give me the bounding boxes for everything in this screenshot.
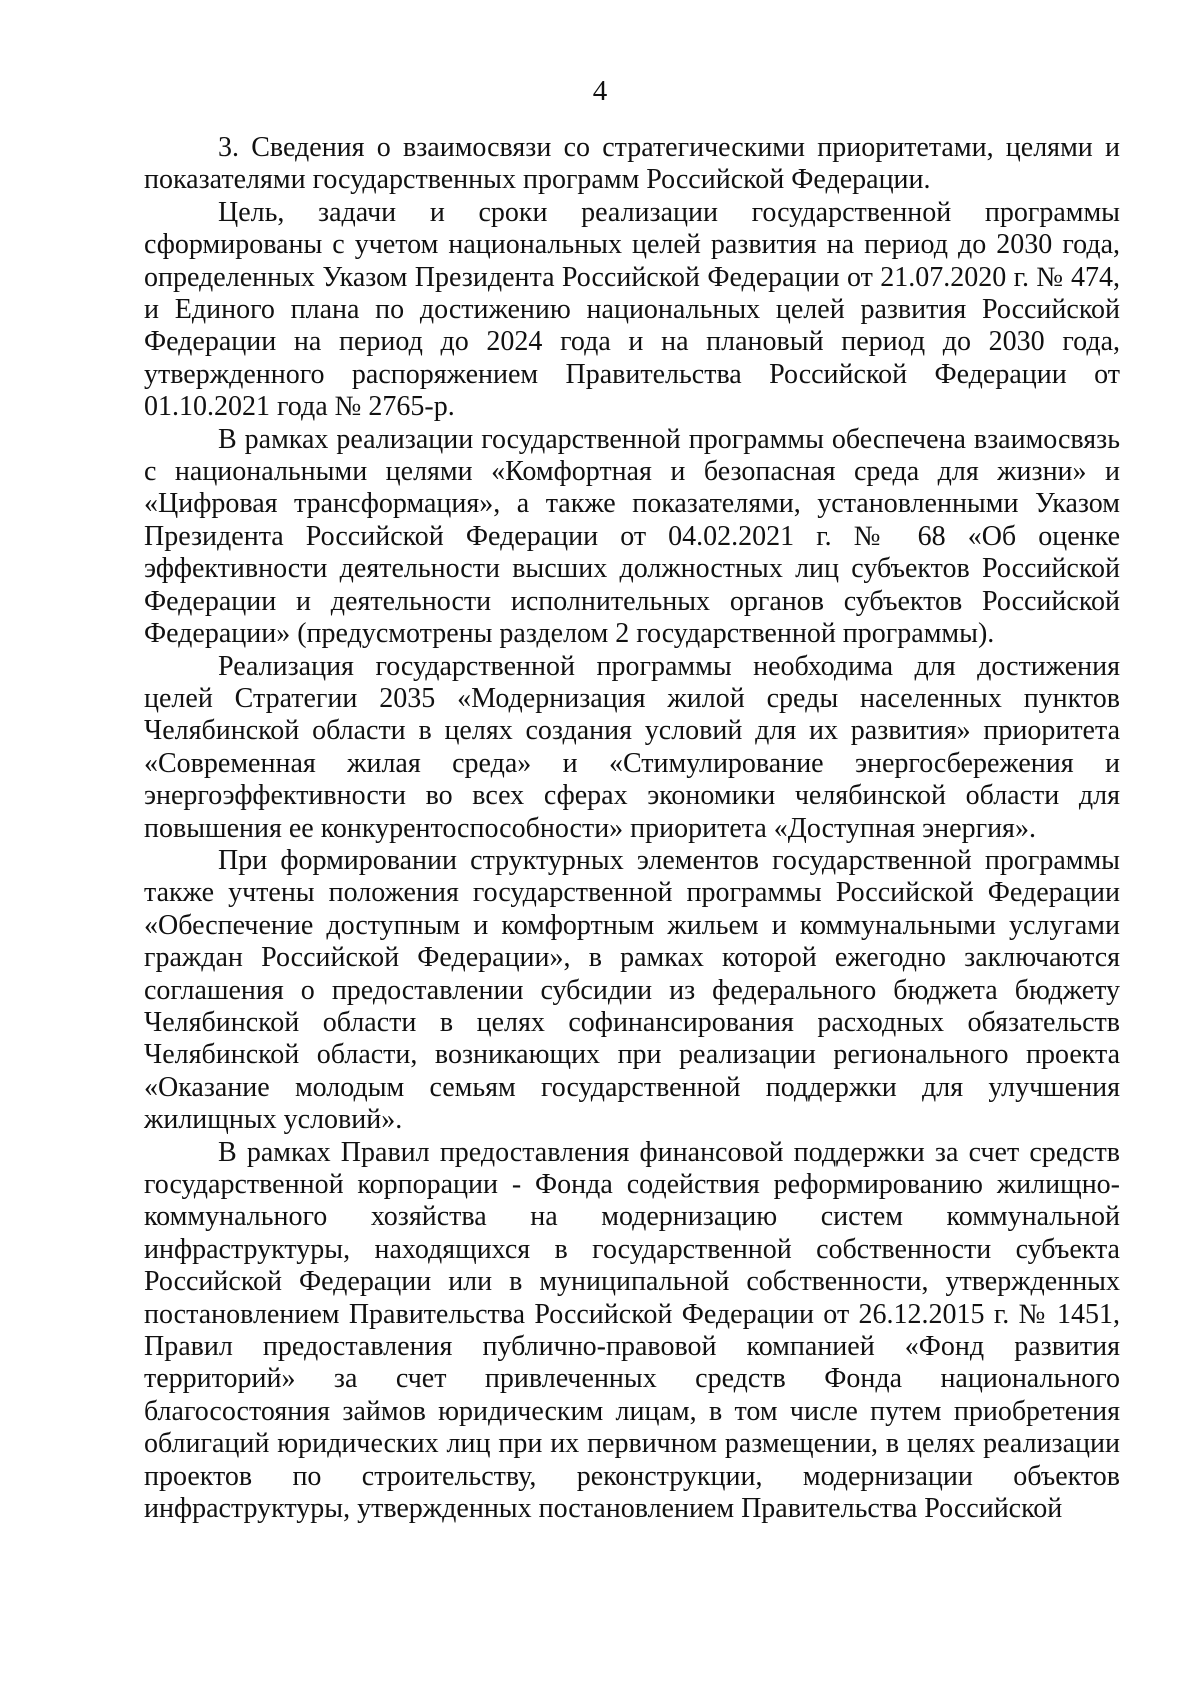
paragraph-structural-elements: При формировании структурных элементов государственной программы также учтены положения государственной программы Российской Федерации «Обеспечение доступным и комфортным жильем и коммунальными услугами граждан Российской Федерации», в рамках которой ежегодно заключаются соглашения о предоставлении субсидии из федерального бюджета бюджету Челябинской области в целях софинансирования расходных обязательств Челябинской области, возникающих при реализации регионального проекта «Оказание молодым семьям государственной поддержки для улучшения жилищных условий». (144, 844, 1120, 1136)
document-body (144, 132, 1120, 1525)
paragraph-strategy-2035: Реализация государственной программы необходима для достижения целей Стратегии 2035 «Модернизация жилой среды населенных пунктов Челябинской области в целях создания условий для их развития» приоритета «Современная жилая среда» и «Стимулирование энергосбережения и энергоэффективности во всех сферах экономики челябинской области для повышения ее конкурентоспособности» приоритета «Доступная энергия». (144, 650, 1120, 844)
paragraph-goals: Цель, задачи и сроки реализации государственной программы сформированы с учетом национальных целей развития на период до 2030 года, определенных Указом Президента Российской Федерации от 21.07.2020 г. № 474, и Единого плана по достижению национальных целей развития Российской Федерации на период до 2024 года и на плановый период до 2030 года, утвержденного распоряжением Правительства Российской Федерации от 01.10.2021 года № 2765-р. (144, 196, 1120, 423)
paragraph-financial-support-rules: В рамках Правил предоставления финансовой поддержки за счет средств государственной корпорации - Фонда содействия реформированию жилищно-коммунального хозяйства на модернизацию систем коммунальной инфраструктуры, находящихся в государственной собственности субъекта Российской Федерации или в муниципальной собственности, утвержденных постановлением Правительства Российской Федерации от 26.12.2015 г. № 1451, Правил предоставления публично-правовой компанией «Фонд развития территорий» за счет привлеченных средств Фонда национального благосостояния займов юридическим лицам, в том числе путем приобретения облигаций юридических лиц при их первичном размещении, в целях реализации проектов по строительству, реконструкции, модернизации объектов инфраструктуры, утвержденных постановлением Правительства Российской (144, 1136, 1120, 1525)
page-number: 4 (592, 75, 608, 107)
paragraph-section-3-heading: 3. Сведения о взаимосвязи со стратегическими приоритетами, целями и показателями государственных программ Российской Федерации. (144, 132, 1120, 196)
paragraph-national-goals: В рамках реализации государственной программы обеспечена взаимосвязь с национальными целями «Комфортная и безопасная среда для жизни» и «Цифровая трансформация», а также показателями, установленными Указом Президента Российской Федерации от 04.02.2021 г. № 68 «Об оценке эффективности деятельности высших должностных лиц субъектов Российской Федерации и деятельности исполнительных органов субъектов Российской Федерации» (предусмотрены разделом 2 государственной программы). (144, 423, 1120, 650)
